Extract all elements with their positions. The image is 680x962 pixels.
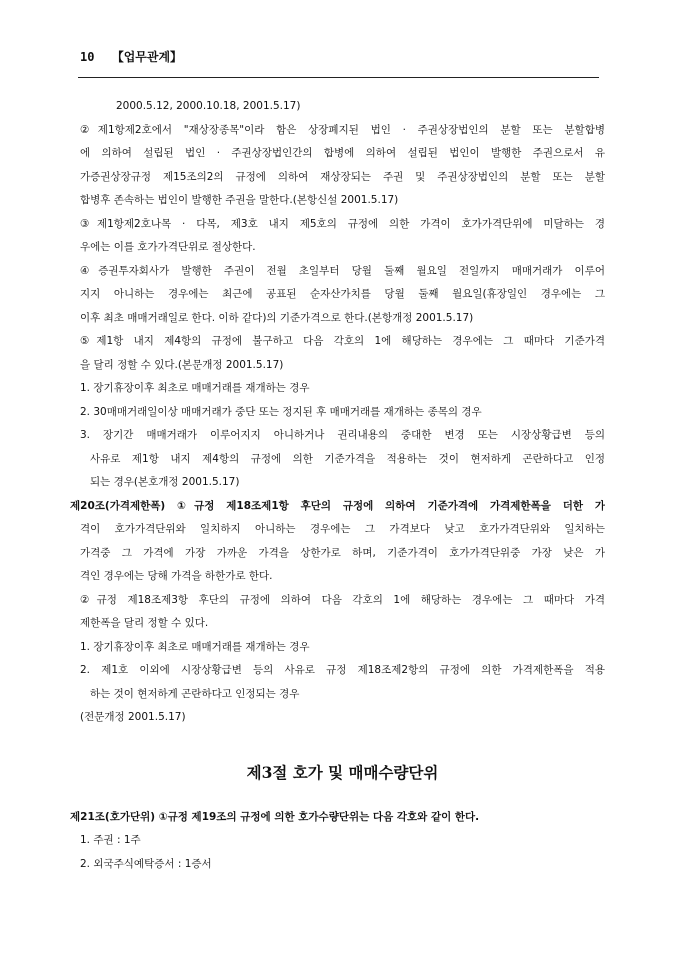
section-title: 제3절 호가 및 매매수량단위: [246, 762, 439, 782]
list-item: 1. 장기휴장이후 최초로 매매거래를 재개하는 경우: [80, 640, 310, 653]
list-item: 3. 장기간 매매거래가 이루어지지 아니하거나 권리내용의 중대한 변경 또는 시장상황급변 등의: [80, 429, 605, 441]
text-line: ⑤제1항 내지 제4항의 규정에 불구하고 다음 각호의 1에 해당하는 경우에는 그 때마다 기준가격: [80, 335, 605, 347]
text-line: 사유로 제1항 내지 제4항의 규정에 의한 기준가격을 적용하는 것이 현저하게 곤란하다고 인정: [90, 452, 605, 465]
text-line: 2000.5.12, 2000.10.18, 2001.5.17): [116, 100, 301, 112]
list-item: 2. 30매매거래일이상 매매거래가 중단 또는 정지된 후 매매거래를 재개하는 종목의 경우: [80, 405, 482, 418]
text-line: 이후 최초 매매거래일로 한다. 이하 같다)의 기준가격으로 한다.(본항개정 2001.5.17): [80, 311, 474, 324]
list-item: 2. 외국주식예탁증서 : 1증서: [80, 857, 212, 870]
article-20-heading: 제20조(가격제한폭) ①규정 제18조제1항 후단의 규정에 의하여 기준가격에 가격제한폭을 더한 가: [70, 499, 605, 512]
text-line: 합병후 존속하는 법인이 발행한 주권을 말한다.(본항신설 2001.5.17): [80, 194, 399, 206]
list-item: 1. 주권 : 1주: [80, 834, 141, 846]
text-line: 격인 경우에는 당해 가격을 하한가로 한다.: [80, 570, 273, 582]
text-line: 에 의하여 설립된 법인 · 주권상장법인간의 합병에 의하여 설립된 법인이 발행한 주권으로서 유: [80, 147, 605, 159]
text-line: 가격중 그 가격에 가장 가까운 가격을 상한가로 하며, 기준가격이 호가가격단위중 가장 낮은 가: [80, 546, 605, 559]
header-rule: [78, 77, 599, 78]
article-21-heading: 제21조(호가단위) ①규정 제19조의 규정에 의한 호가수량단위는 다음 각호와 같이 한다.: [70, 810, 480, 823]
text-line: 하는 것이 현저하게 곤란하다고 인정되는 경우: [90, 687, 300, 700]
page-number: 10: [80, 50, 95, 64]
text-line: 을 달리 정할 수 있다.(본문개정 2001.5.17): [80, 358, 284, 371]
text-line: ③제1항제2호나목 · 다목, 제3호 내지 제5호의 규정에 의한 가격이 호가가격단위에 미달하는 경: [80, 217, 605, 230]
document-body: [70, 95, 605, 876]
text-line: (전문개정 2001.5.17): [80, 711, 186, 723]
text-line: 지지 아니하는 경우에는 최근에 공표된 순자산가치를 당월 둘째 월요일(휴장일인 경우에는 그: [80, 288, 605, 300]
text-line: ②규정 제18조제3항 후단의 규정에 의하여 다음 각호의 1에 해당하는 경우에는 그 때마다 가격: [80, 593, 605, 606]
text-line: 되는 경우(본호개정 2001.5.17): [90, 476, 240, 488]
text-line: ④증권투자회사가 발행한 주권이 전월 초일부터 당월 둘째 월요일 전일까지 매매거래가 이루어: [80, 264, 605, 277]
page-header: [80, 48, 182, 65]
header-section: 【업무관계】: [111, 50, 183, 64]
text-line: 격이 호가가격단위와 일치하지 아니하는 경우에는 그 가격보다 낮고 호가가격단위와 일치하는: [80, 523, 605, 535]
text-line: ②제1항제2호에서 "재상장종목"이라 함은 상장폐지된 법인 · 주권상장법인의 분할 또는 분할합병: [80, 123, 605, 136]
text-line: 제한폭을 달리 정할 수 있다.: [80, 617, 209, 629]
text-line: 우에는 이를 호가가격단위로 절상한다.: [80, 241, 256, 253]
list-item: 1. 장기휴장이후 최초로 매매거래를 재개하는 경우: [80, 382, 310, 394]
text-line: 가증권상장규정 제15조의2의 규정에 의하여 재상장되는 주권 및 주권상장법인의 분할 또는 분할: [80, 170, 605, 183]
list-item: 2. 제1호 이외에 시장상황급변 등의 사유로 규정 제18조제2항의 규정에 의한 가격제한폭을 적용: [80, 664, 605, 676]
